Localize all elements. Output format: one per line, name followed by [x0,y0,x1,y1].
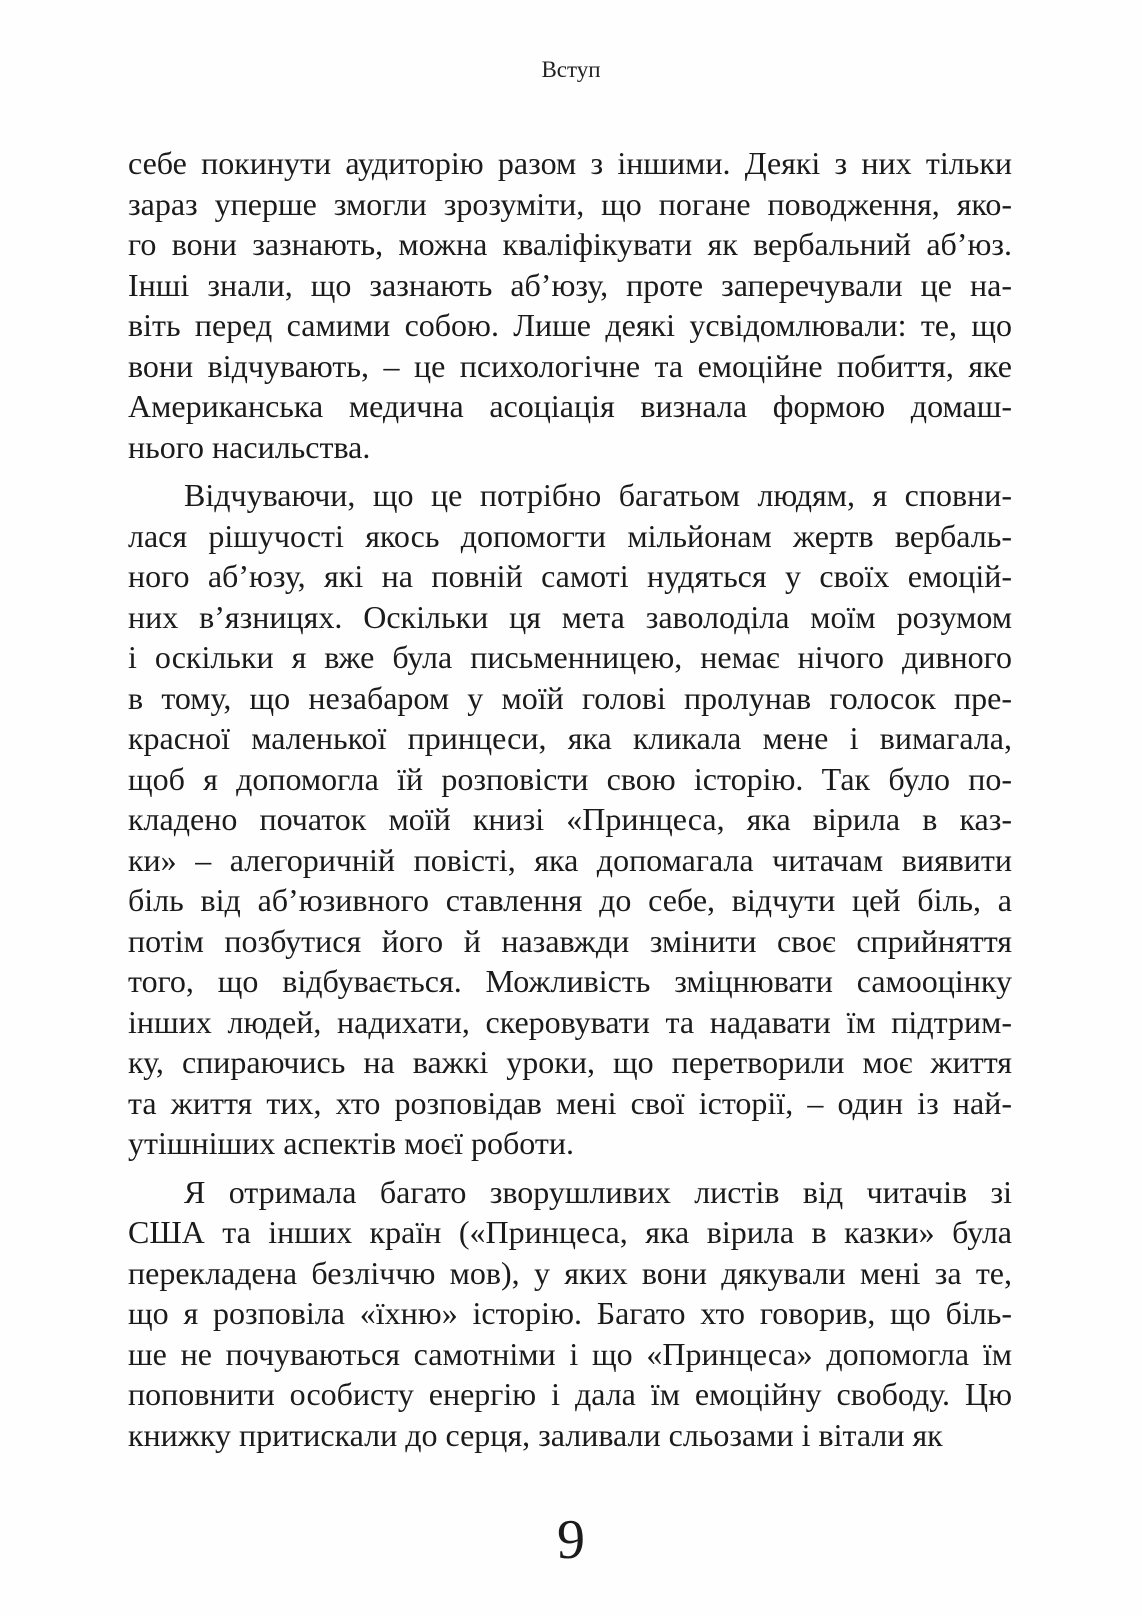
text-line: того, що відбувається. Можливість зміцнювати самооцінку [128,963,1012,999]
text-line: Відчуваючи, що це потрібно багатьом людям, я сповни- [184,477,1012,513]
text-line: щоб я допомогла їй розповісти свою історію. Так було по- [128,760,1012,797]
text-line: ного аб’юзу, які на повній самоті нудяться у своїх емоцій- [128,558,1012,594]
text-line: утішніших аспектів моєї роботи. [128,1125,574,1161]
text-line: США та інших країн («Принцеса, яка вірила в казки» була [128,1214,1012,1250]
running-head: Вступ [541,57,601,82]
page-number: 9 [557,1509,585,1571]
text-line: ше не почуваються самотніми і що «Принцеса» допомогла їм [128,1335,1012,1372]
text-line: інших людей, надихати, скеровувати та надавати їм підтрим- [128,1003,1012,1040]
text-line: го вони зазнають, можна кваліфікувати як вербальний аб’юз. [128,226,1012,262]
text-line: зараз уперше змогли зрозуміти, що погане поводження, яко- [128,185,1012,222]
text-line: книжку притискали до серця, заливали сльозами і вітали як [128,1416,943,1453]
text-line: і оскільки я вже була письменницею, немає нічого дивного [128,639,1012,675]
text-line: потім позбутися його й назавжди змінити своє сприйняття [128,922,1012,959]
text-line: красної маленької принцеси, яка кликала мене і вимагала, [128,720,1012,756]
paragraph [128,143,1012,467]
text-line: вони відчувають, – це психологічне та емоційне побиття, яке [128,347,1012,384]
text-line: себе покинути аудиторію разом з іншими. Деякі з них тільки [128,145,1012,181]
text-line: в тому, що незабаром у моїй голові пролунав голосок пре- [128,679,1012,716]
text-line: Інші знали, що зазнають аб’юзу, проте заперечували це на- [128,266,1012,303]
text-line: лася рішучості якось допомогти мільйонам жертв вербаль- [128,517,1012,554]
text-line: віть перед самими собою. Лише деякі усвідомлювали: те, що [128,307,1012,343]
text-line: ки» – алегоричній повісті, яка допомагала читачам виявити [128,841,1012,878]
text-line: та життя тих, хто розповідав мені свої історії, – один із най- [128,1084,1012,1121]
paragraph [128,1172,1012,1456]
paragraph [128,475,1012,1164]
text-line: Американська медична асоціація визнала формою домаш- [128,388,1012,424]
text-line: ку, спираючись на важкі уроки, що перетворили моє життя [128,1044,1012,1080]
text-line: кладено початок моїй книзі «Принцеса, яка вірила в каз- [128,801,1012,837]
text-line: поповнити особисту енергію і дала їм емоційну свободу. Цю [128,1376,1012,1412]
text-line: нього насильства. [128,428,371,465]
text-line: що я розповіла «їхню» історію. Багато хто говорив, що біль- [128,1295,1012,1331]
text-line: них в’язницях. Оскільки ця мета заволоділа моїм розумом [128,598,1012,635]
text-line: перекладена безліччю мов), у яких вони дякували мені за те, [128,1254,1012,1291]
text-line: Я отримала багато зворушливих листів від читачів зі [184,1173,1012,1210]
text-line: біль від аб’юзивного ставлення до себе, відчути цей біль, а [128,882,1012,918]
body-text [128,143,1012,1455]
